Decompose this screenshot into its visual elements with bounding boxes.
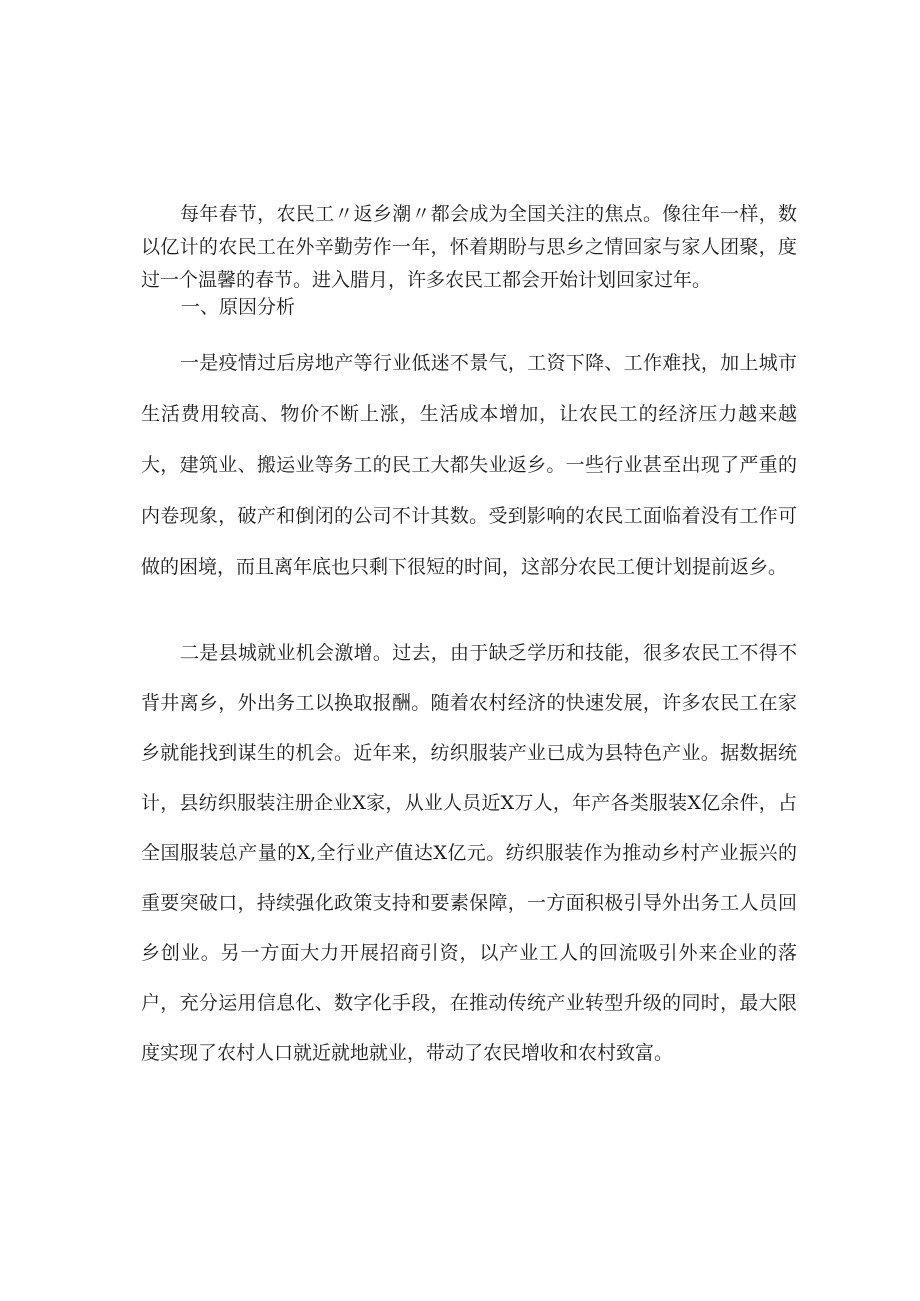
- section-heading: 一、原因分析: [181, 296, 296, 318]
- body-paragraph-2: 二是县城就业机会激增。过去，由于缺乏学历和技能，很多农民工不得不背井离乡，外出务工以换取报酬。随着农村经济的快速发展，许多农民工在家乡就能找到谋生的机会。近年来，纺织服装产业已成为县特色产业。据数据统计，县纺织服装注册企业X家，从业人员近X万人，年产各类服装X亿余件，占全国服装总产量的X,全行业产值达X亿元。纺织服装作为推动乡村产业振兴的重要突破口，持续强化政策支持和要素保障，一方面积极引导外出务工人员回乡创业。另一方面大力开展招商引资，以产业工人的回流吸引外来企业的落户，充分运用信息化、数字化手段，在推动传统产业转型升级的同时，最大限度实现了农村人口就近就地就业，带动了农民增收和农村致富。: [141, 642, 797, 1064]
- intro-paragraph: 每年春节，农民工〃返乡潮〃都会成为全国关注的焦点。像往年一样，数以亿计的农民工在外辛勤劳作一年，怀着期盼与思乡之情回家与家人团聚，度过一个温馨的春节。进入腊月，许多农民工都会开始计划回家过年。: [141, 203, 797, 291]
- body-paragraph-1: 一是疫情过后房地产等行业低迷不景气，工资下降、工作难找，加上城市生活费用较高、物价不断上涨，生活成本增加，让农民工的经济压力越来越大，建筑业、搬运业等务工的民工大都失业返乡。一些行业甚至出现了严重的内卷现象，破产和倒闭的公司不计其数。受到影响的农民工面临着没有工作可做的困境，而且离年底也只剩下很短的时间，这部分农民工便计划提前返乡。: [141, 352, 797, 578]
